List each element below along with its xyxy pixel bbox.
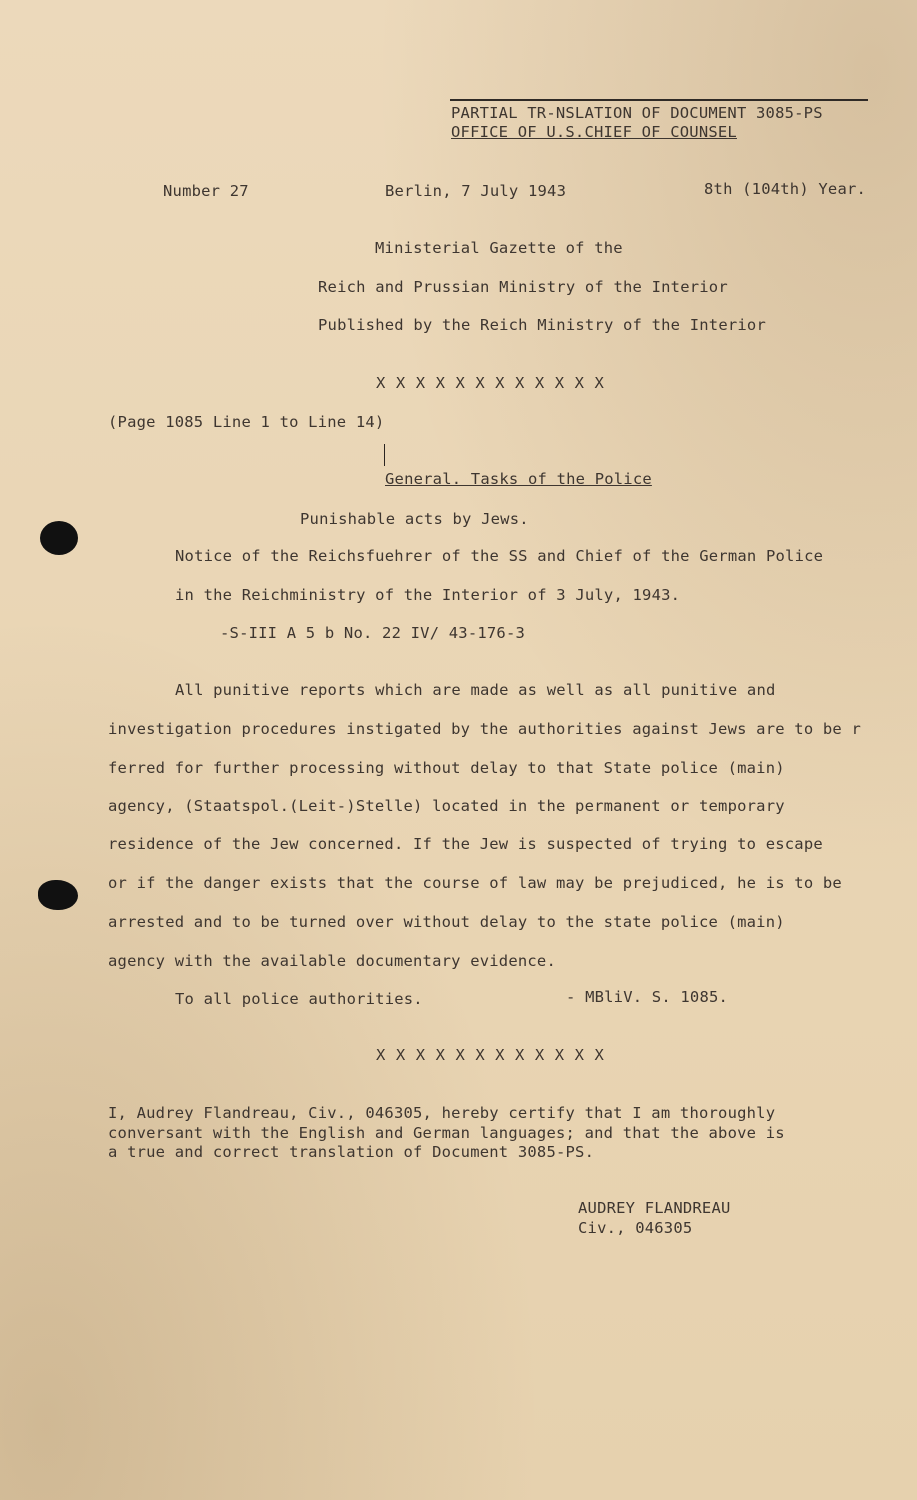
gazette-title-line2: Reich and Prussian Ministry of the Interior: [318, 278, 728, 296]
body-line: All punitive reports which are made as well as all punitive and: [175, 681, 776, 699]
notice-reference: -S-III A 5 b No. 22 IV/ 43-176-3: [220, 624, 526, 642]
notice-line2: in the Reichministry of the Interior of 3 July, 1943.: [175, 586, 681, 604]
separator-bottom: X X X X X X X X X X X X: [376, 1046, 605, 1064]
gazette-number: Number 27: [163, 182, 249, 200]
signature-name: AUDREY FLANDREAU: [578, 1199, 731, 1217]
subject-line: Punishable acts by Jews.: [300, 510, 529, 528]
section-title: General. Tasks of the Police: [385, 470, 652, 488]
notice-line1: Notice of the Reichsfuehrer of the SS and Chief of the German Police: [175, 547, 824, 565]
body-line: or if the danger exists that the course of law may be prejudiced, he is to be: [108, 874, 842, 892]
certification-line: I, Audrey Flandreau, Civ., 046305, hereby certify that I am thoroughly: [108, 1104, 776, 1122]
separator-top: X X X X X X X X X X X X: [376, 374, 605, 392]
header-office-line: OFFICE OF U.S.CHIEF OF COUNSEL: [451, 123, 737, 141]
body-line: residence of the Jew concerned. If the Jew is suspected of trying to escape: [108, 835, 823, 853]
gazette-year: 8th (104th) Year.: [704, 180, 867, 198]
body-line: agency with the available documentary evidence.: [108, 952, 556, 970]
punch-hole: [40, 521, 78, 555]
gazette-title-line3: Published by the Reich Ministry of the Interior: [318, 316, 766, 334]
body-line: ferred for further processing without delay to that State police (main): [108, 759, 785, 777]
certification-line: a true and correct translation of Document 3085-PS.: [108, 1143, 595, 1161]
body-line: investigation procedures instigated by the authorities against Jews are to be r: [108, 720, 862, 738]
body-line: agency, (Staatspol.(Leit-)Stelle) located in the permanent or temporary: [108, 797, 785, 815]
body-line: arrested and to be turned over without delay to the state police (main): [108, 913, 785, 931]
pen-mark: [384, 444, 385, 466]
source-reference: - MBliV. S. 1085.: [566, 988, 729, 1006]
page-reference: (Page 1085 Line 1 to Line 14): [108, 413, 385, 431]
certification-line: conversant with the English and German languages; and that the above is: [108, 1124, 785, 1142]
header-rule-top: [450, 99, 868, 101]
punch-hole: [38, 880, 78, 910]
place-date: Berlin, 7 July 1943: [385, 182, 567, 200]
addressee: To all police authorities.: [175, 990, 423, 1008]
gazette-title-line1: Ministerial Gazette of the: [375, 239, 623, 257]
header-translation-line: PARTIAL TR-NSLATION OF DOCUMENT 3085-PS: [451, 104, 823, 122]
signature-id: Civ., 046305: [578, 1219, 693, 1237]
